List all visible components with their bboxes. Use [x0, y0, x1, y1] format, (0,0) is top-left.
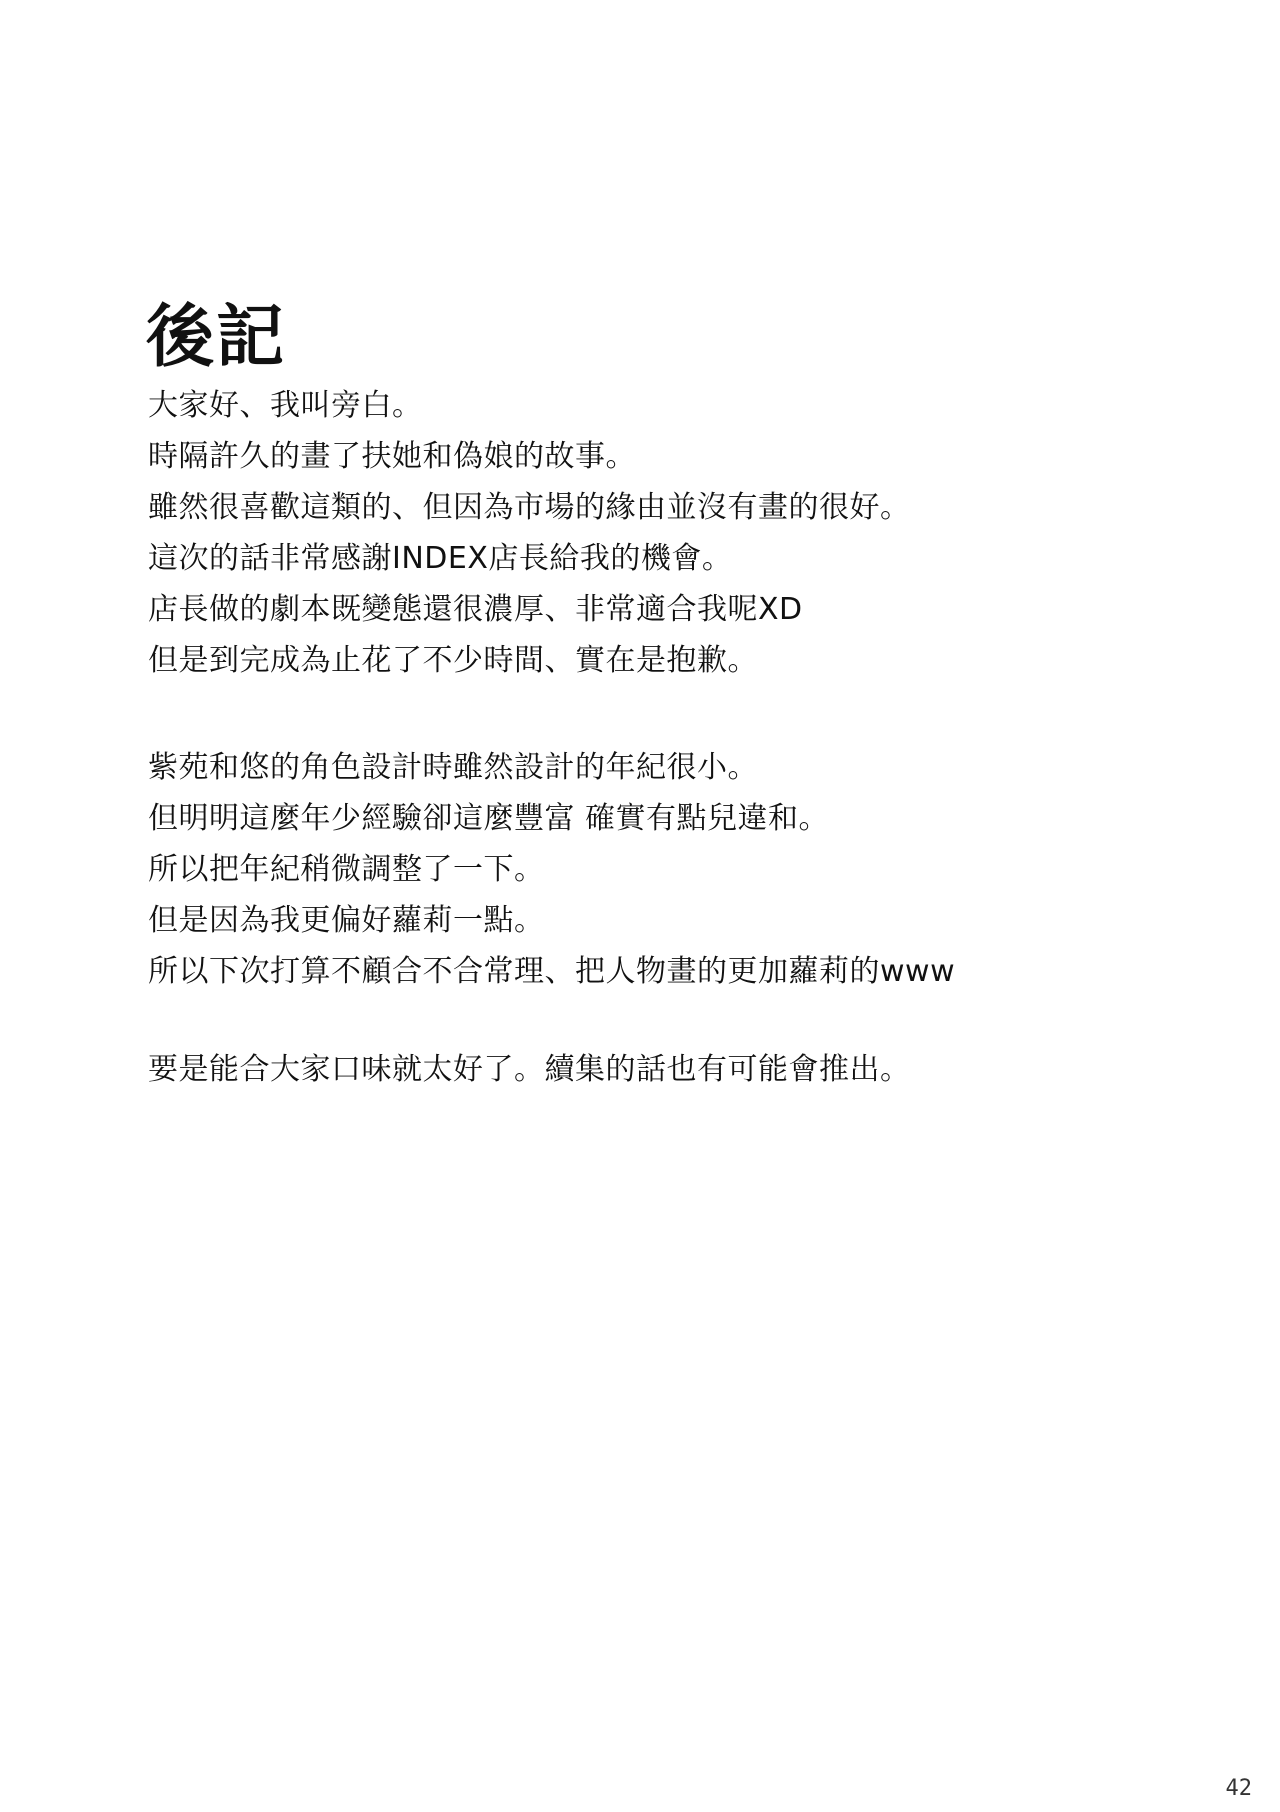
- paragraph-character-design: [148, 742, 955, 997]
- text-line: 但明明這麼年少經驗卻這麼豐富 確實有點兒違和。: [148, 801, 830, 836]
- paragraph-closing: [148, 1044, 911, 1095]
- text-line: 雖然很喜歡這類的、但因為市場的緣由並沒有畫的很好。: [148, 490, 911, 525]
- text-line: 所以把年紀稍微調整了一下。: [148, 852, 545, 887]
- text-line: 要是能合大家口味就太好了。續集的話也有可能會推出。: [148, 1052, 911, 1087]
- page-title: 後記: [146, 297, 287, 377]
- text-line: 紫苑和悠的角色設計時雖然設計的年紀很小。: [148, 750, 758, 785]
- text-line: 時隔許久的畫了扶她和偽娘的故事。: [148, 439, 636, 474]
- paragraph-intro: [148, 380, 911, 686]
- text-line: 大家好、我叫旁白。: [148, 388, 423, 423]
- text-line: 但是因為我更偏好蘿莉一點。: [148, 903, 545, 938]
- text-line: 所以下次打算不顧合不合常理、把人物畫的更加蘿莉的www: [148, 954, 956, 989]
- page-number: 42: [1225, 1776, 1252, 1801]
- text-line: 這次的話非常感謝INDEX店長給我的機會。: [148, 541, 733, 576]
- text-line: 但是到完成為止花了不少時間、實在是抱歉。: [148, 643, 758, 678]
- text-line: 店長做的劇本既變態還很濃厚、非常適合我呢XD: [148, 592, 803, 627]
